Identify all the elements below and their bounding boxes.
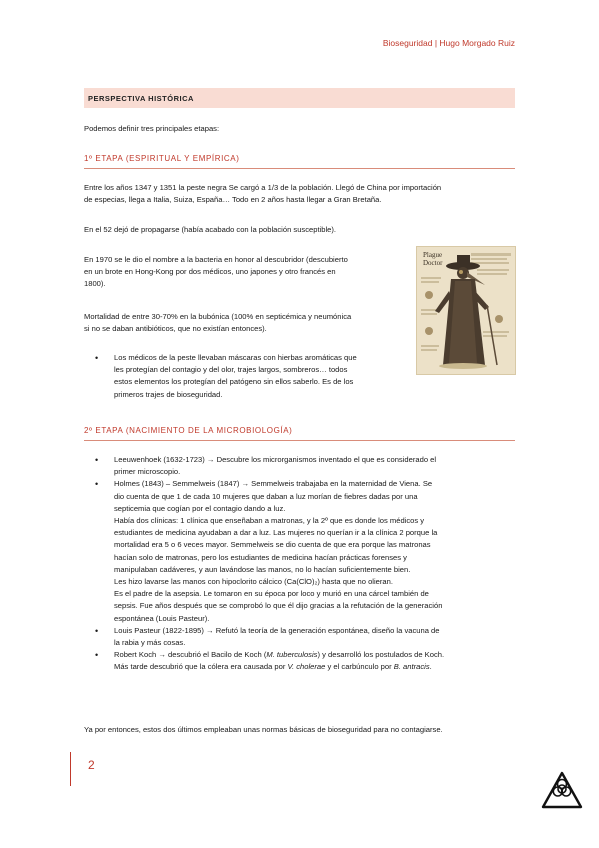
stage2-heading: 2º ETAPA (NACIMIENTO DE LA MICROBIOLOGÍA) (84, 426, 293, 435)
stage2-bullet-list (84, 454, 515, 674)
page-header: Bioseguridad | Hugo Morgado Ruiz (382, 38, 515, 48)
list-item-semmelweis: • Holmes (1843) – Semmelweis (1847) → Semmelweis trabajaba en la maternidad de Viena. Se dio cuenta de que 1 de cada 10 mujeres que daban a luz morían de fiebres dadas por una septicemia que cogían por el contagio dando a luz. (84, 478, 515, 515)
section-title: PERSPECTIVA HISTÓRICA (88, 94, 194, 103)
page-number-bar (70, 752, 71, 786)
list-item-leeuwenhoek: • Leeuwenhoek (1632-1723) → Descubre los microrganismos inventado el que es considerado el primer microscopio. (84, 454, 515, 478)
semmelweis-details: Había dos clínicas: 1 clínica que enseñaban a matronas, y la 2º que es donde los médicos y estudiantes de medicina ayudaban a dar a luz. Las mujeres no querían ir a la clínica 2 porque la mortalidad era 5 o 6 veces mayor. Semmelweis se dio cuenta de que era porque las matronas hacían solo de matronas, pero los estudiantes de medicina hacían prácticas forenses y manipulaban cadáveres, y aun lavándose las manos, no lo hacían suficientemente bien. Les hizo lavarse las manos con hipoclorito cálcico (Ca(ClO)₂) hasta que no olieran. Es el padre de la asepsia. Le tomaron en su época por loco y murió en una cárcel también de sepsis. Fue años después que se comprobó lo que él dijo gracias a la refutación de la generación espontánea (Louis Pasteur). (114, 516, 443, 623)
stage1-paragraph-4: Mortalidad de entre 30-70% en la bubónica (100% en septicémica y neumónica si no se daban antibióticos, que no existían entonces). (84, 312, 352, 334)
intro-text: Podemos definir tres principales etapas: (84, 124, 220, 133)
stage2-rule (84, 440, 515, 441)
stage1-rule (84, 168, 515, 169)
list-item-pasteur: • Louis Pasteur (1822-1895) → Refutó la teoría de la generación espontánea, diseño la vacuna de la rabia y más cosas. (84, 625, 515, 649)
stage1-heading: 1º ETAPA (ESPIRITUAL Y EMPÍRICA) (84, 154, 240, 163)
stage1-paragraph-2: En el 52 dejó de propagarse (había acabado con la población susceptible). (84, 225, 337, 234)
list-item: • Los médicos de la peste llevaban máscaras con hierbas aromáticas que les protegían del contagio y del olor, trajes largos, sombreros… todos estos elementos los protegían del patógeno sin ellos saberlo. Es de los primeros trajes de bioseguridad. (84, 352, 410, 401)
biohazard-warning-icon (540, 770, 584, 810)
closing-paragraph: Ya por entonces, estos dos últimos empleaban unas normas básicas de bioseguridad para no contagiarse. (84, 725, 443, 734)
list-item-koch: • Robert Koch → descubrió el Bacilo de Koch (M. tuberculosis) y desarrolló los postulados de Koch. Más tarde descubrió que la cólera era causada por V. cholerae y el carbúnculo por B. antracis. (84, 649, 515, 673)
plague-doctor-image (416, 246, 516, 375)
stage1-paragraph-1: Entre los años 1347 y 1351 la peste negra Se cargó a 1/3 de la población. Llegó de China por importación de especias, llega a Italia, Suiza, España… Todo en 2 años hasta llegar a Gran Bretaña. (84, 183, 442, 205)
stage1-bullet-list (84, 352, 410, 401)
plague-doctor-image-title: Plague Doctor (423, 251, 443, 267)
page-number: 2 (88, 758, 95, 772)
stage1-paragraph-3: En 1970 se le dio el nombre a la bacteria en honor al descubridor (descubierto en un brote en Hong-Kong por dos médicos, uno japones y otro francés en 1800). (84, 255, 348, 289)
